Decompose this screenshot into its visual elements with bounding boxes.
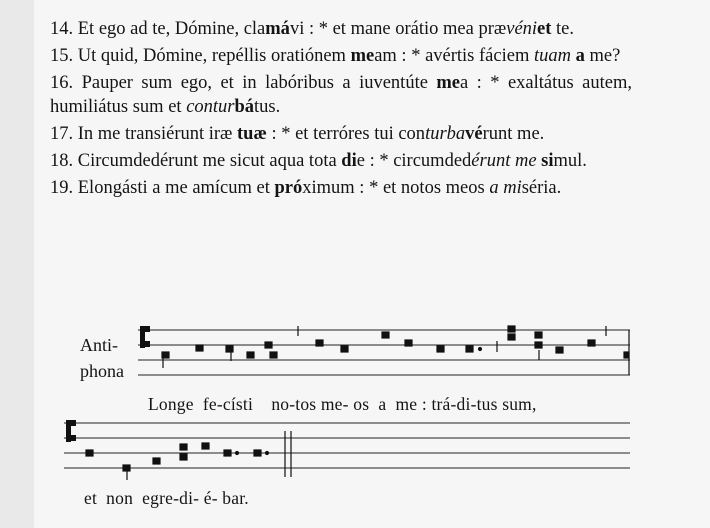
verse-text-segment: turba (425, 124, 466, 144)
verse-number: 19. (50, 178, 74, 198)
verse-text-segment: am : * avértis fáciem (374, 46, 534, 66)
verse-text-segment: bá (234, 97, 255, 117)
verse-text-segment: me? (584, 46, 621, 66)
verse-text-segment: séria. (521, 178, 562, 198)
verse-text-segment: contur (186, 97, 235, 117)
staff-2 (64, 423, 630, 468)
antiphon-label-line1: Anti- (80, 335, 118, 355)
verse-text-segment: me (436, 73, 460, 93)
verse-text-segment: me (350, 46, 375, 66)
verse-text-segment: tuæ (237, 124, 267, 144)
verse-text-segment: a : * exaltátus autem, humiliátus sum et (50, 73, 632, 117)
verse-number: 18. (50, 151, 74, 171)
verse-text-segment: si (541, 151, 554, 171)
verse-text-segment: di (341, 151, 357, 171)
verse-number: 15. (50, 46, 74, 66)
verse-text-segment: mul. (553, 151, 587, 171)
antiphon-lyrics-line2: et non egre-di- é- bar. (84, 488, 249, 508)
verse-text-segment: Elongásti a me amícum et (73, 178, 275, 198)
verse-text-segment: Et ego ad te, Dómine, cla (73, 19, 266, 39)
clef-2 (66, 420, 76, 442)
verse-text-segment: In me transiérunt iræ (73, 124, 238, 144)
verse-text-segment: pró (274, 178, 303, 198)
verse-number: 17. (50, 124, 74, 144)
verse-text-segment: a mi (489, 178, 522, 198)
neumes-1 (162, 326, 629, 375)
verse-number: 16. (50, 73, 74, 93)
verse-text-segment: Ut quid, Dómine, repéllis oratiónem (73, 46, 351, 66)
verse-text-segment: vi : * et mane orátio mea præ (289, 19, 507, 39)
verse-text-segment: Pauper sum ego, et in labóribus a iuventúte (73, 73, 437, 93)
verse-text-segment: a (575, 46, 585, 66)
verse-text-segment: má (265, 19, 290, 39)
clef-1 (140, 326, 150, 348)
verse-text-segment: vé (465, 124, 483, 144)
verse-text-segment: te. (551, 19, 575, 39)
verse-number: 14. (50, 19, 74, 39)
verse-text-segment: runt me. (482, 124, 545, 144)
verse-text-segment: véni (506, 19, 538, 39)
antiphon-label-line2: phona (80, 361, 124, 381)
verse-text-segment: e : * circumded (356, 151, 472, 171)
verse-text-segment: Circumdedérunt me sicut aqua tota (73, 151, 342, 171)
verse-text-segment: : * et terróres tui con (266, 124, 426, 144)
verse-text-segment: ximum : * et notos meos (302, 178, 490, 198)
verse-text-segment: et (537, 19, 552, 39)
verse-text-segment: tus. (254, 97, 281, 117)
verse-text-segment: érunt me (471, 151, 537, 171)
antiphon-lyrics-line1: Longe fe-císti no-tos me- os a me : trá-di-tus sum, (148, 394, 537, 414)
verse-text-segment: tuam (533, 46, 571, 66)
